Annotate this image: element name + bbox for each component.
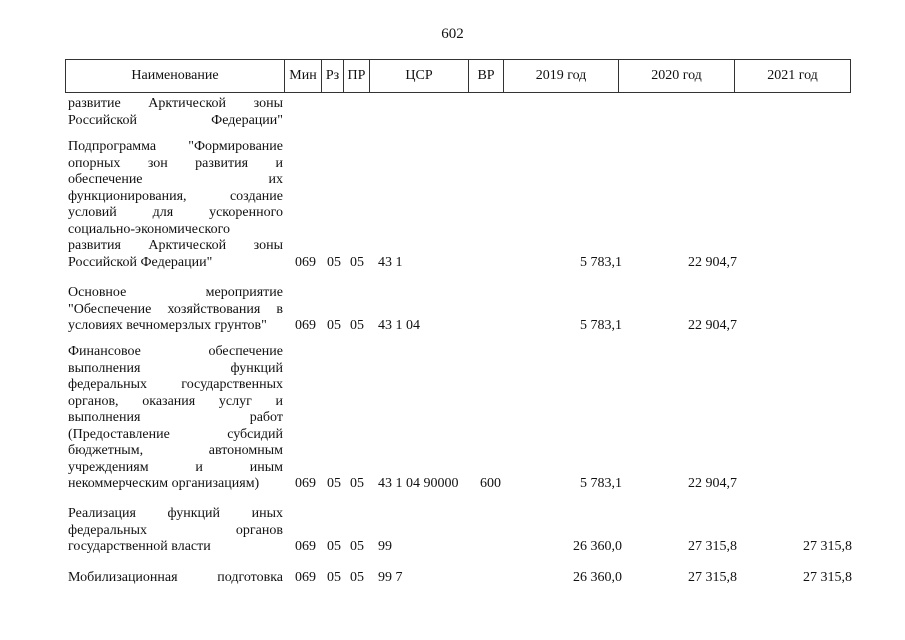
cell-rz: 05 bbox=[327, 254, 341, 270]
cell-rz: 05 bbox=[327, 570, 341, 585]
row-name-line: социально-экономического bbox=[68, 221, 231, 237]
cell-pr: 05 bbox=[350, 476, 364, 491]
cell-csr: 43 1 04 bbox=[378, 318, 420, 333]
row-name-line: выполнения работ bbox=[68, 410, 283, 425]
cell-vr: 600 bbox=[480, 476, 501, 491]
header-min: Мин bbox=[284, 60, 321, 92]
row-name-line: Российской Федерации" bbox=[68, 112, 283, 128]
row-name-line: органов, оказания услуг и bbox=[68, 393, 283, 409]
row-name-line: бюджетным, автономным bbox=[68, 443, 283, 458]
cell-y2019: 5 783,1 bbox=[580, 254, 622, 270]
cell-min: 069 bbox=[295, 570, 316, 585]
cell-pr: 05 bbox=[350, 318, 364, 333]
row-name-line: Финансовое обеспечение bbox=[68, 344, 283, 359]
cell-rz: 05 bbox=[327, 476, 341, 491]
table-header bbox=[65, 59, 851, 93]
row-name-line: условиях вечномерзлых грунтов" bbox=[68, 318, 267, 333]
row-name-line: Основное мероприятие bbox=[68, 285, 283, 300]
cell-pr: 05 bbox=[350, 254, 364, 270]
row-name-line: функционирования, создание bbox=[68, 188, 283, 204]
header-2021: 2021 год bbox=[734, 60, 850, 92]
row-name-line: "Обеспечение хозяйствования в bbox=[68, 301, 283, 317]
cell-y2019: 5 783,1 bbox=[580, 476, 622, 491]
row-name-line: Российской Федерации" bbox=[68, 254, 213, 270]
row-name-line: опорных зон развития и bbox=[68, 155, 283, 171]
header-2019: 2019 год bbox=[503, 60, 618, 92]
row-name-line: некоммерческим организациям) bbox=[68, 476, 260, 491]
row-name-line: федеральных органов bbox=[68, 522, 283, 538]
cell-min: 069 bbox=[295, 539, 316, 554]
row-name-line: развития Арктической зоны bbox=[68, 238, 283, 253]
cell-min: 069 bbox=[295, 318, 316, 333]
cell-csr: 43 1 04 90000 bbox=[378, 476, 459, 491]
cell-rz: 05 bbox=[327, 539, 341, 554]
cell-y2020: 27 315,8 bbox=[688, 570, 737, 585]
page-number: 602 bbox=[441, 26, 464, 42]
cell-y2021: 27 315,8 bbox=[803, 570, 852, 585]
cell-min: 069 bbox=[295, 254, 316, 270]
cell-y2020: 27 315,8 bbox=[688, 539, 737, 554]
header-2020: 2020 год bbox=[618, 60, 734, 92]
cell-y2019: 26 360,0 bbox=[573, 570, 622, 585]
header-pr: ПР bbox=[343, 60, 369, 92]
cell-pr: 05 bbox=[350, 570, 364, 585]
cell-rz: 05 bbox=[327, 318, 341, 333]
row-name-line: Подпрограмма "Формирование bbox=[68, 139, 283, 154]
header-name: Наименование bbox=[131, 68, 219, 83]
cell-y2019: 5 783,1 bbox=[580, 318, 622, 333]
cell-y2019: 26 360,0 bbox=[573, 539, 622, 554]
header-vr: ВР bbox=[468, 60, 503, 92]
cell-y2021: 27 315,8 bbox=[803, 539, 852, 554]
row-name-line: Мобилизационная подготовка bbox=[68, 570, 283, 585]
row-name-line: Реализация функций иных bbox=[68, 506, 283, 521]
cell-y2020: 22 904,7 bbox=[688, 476, 737, 491]
header-csr: ЦСР bbox=[369, 60, 468, 92]
cell-csr: 99 7 bbox=[378, 570, 403, 585]
row-name-line: условий для ускоренного bbox=[68, 205, 283, 220]
cell-y2020: 22 904,7 bbox=[688, 318, 737, 333]
row-name-line: государственной власти bbox=[68, 539, 211, 554]
row-name-line: выполнения функций bbox=[68, 360, 283, 376]
cell-min: 069 bbox=[295, 476, 316, 491]
row-name-line: федеральных государственных bbox=[68, 377, 283, 392]
cell-y2020: 22 904,7 bbox=[688, 254, 737, 270]
row-name-line: (Предоставление субсидий bbox=[68, 426, 283, 442]
row-name-line: обеспечение их bbox=[68, 172, 283, 187]
header-rz: Рз bbox=[321, 60, 343, 92]
cell-csr: 43 1 bbox=[378, 254, 403, 270]
row-name-line: развитие Арктической зоны bbox=[68, 96, 283, 111]
row-name-line: учреждениям и иным bbox=[68, 459, 283, 475]
cell-pr: 05 bbox=[350, 539, 364, 554]
cell-csr: 99 bbox=[378, 539, 392, 554]
